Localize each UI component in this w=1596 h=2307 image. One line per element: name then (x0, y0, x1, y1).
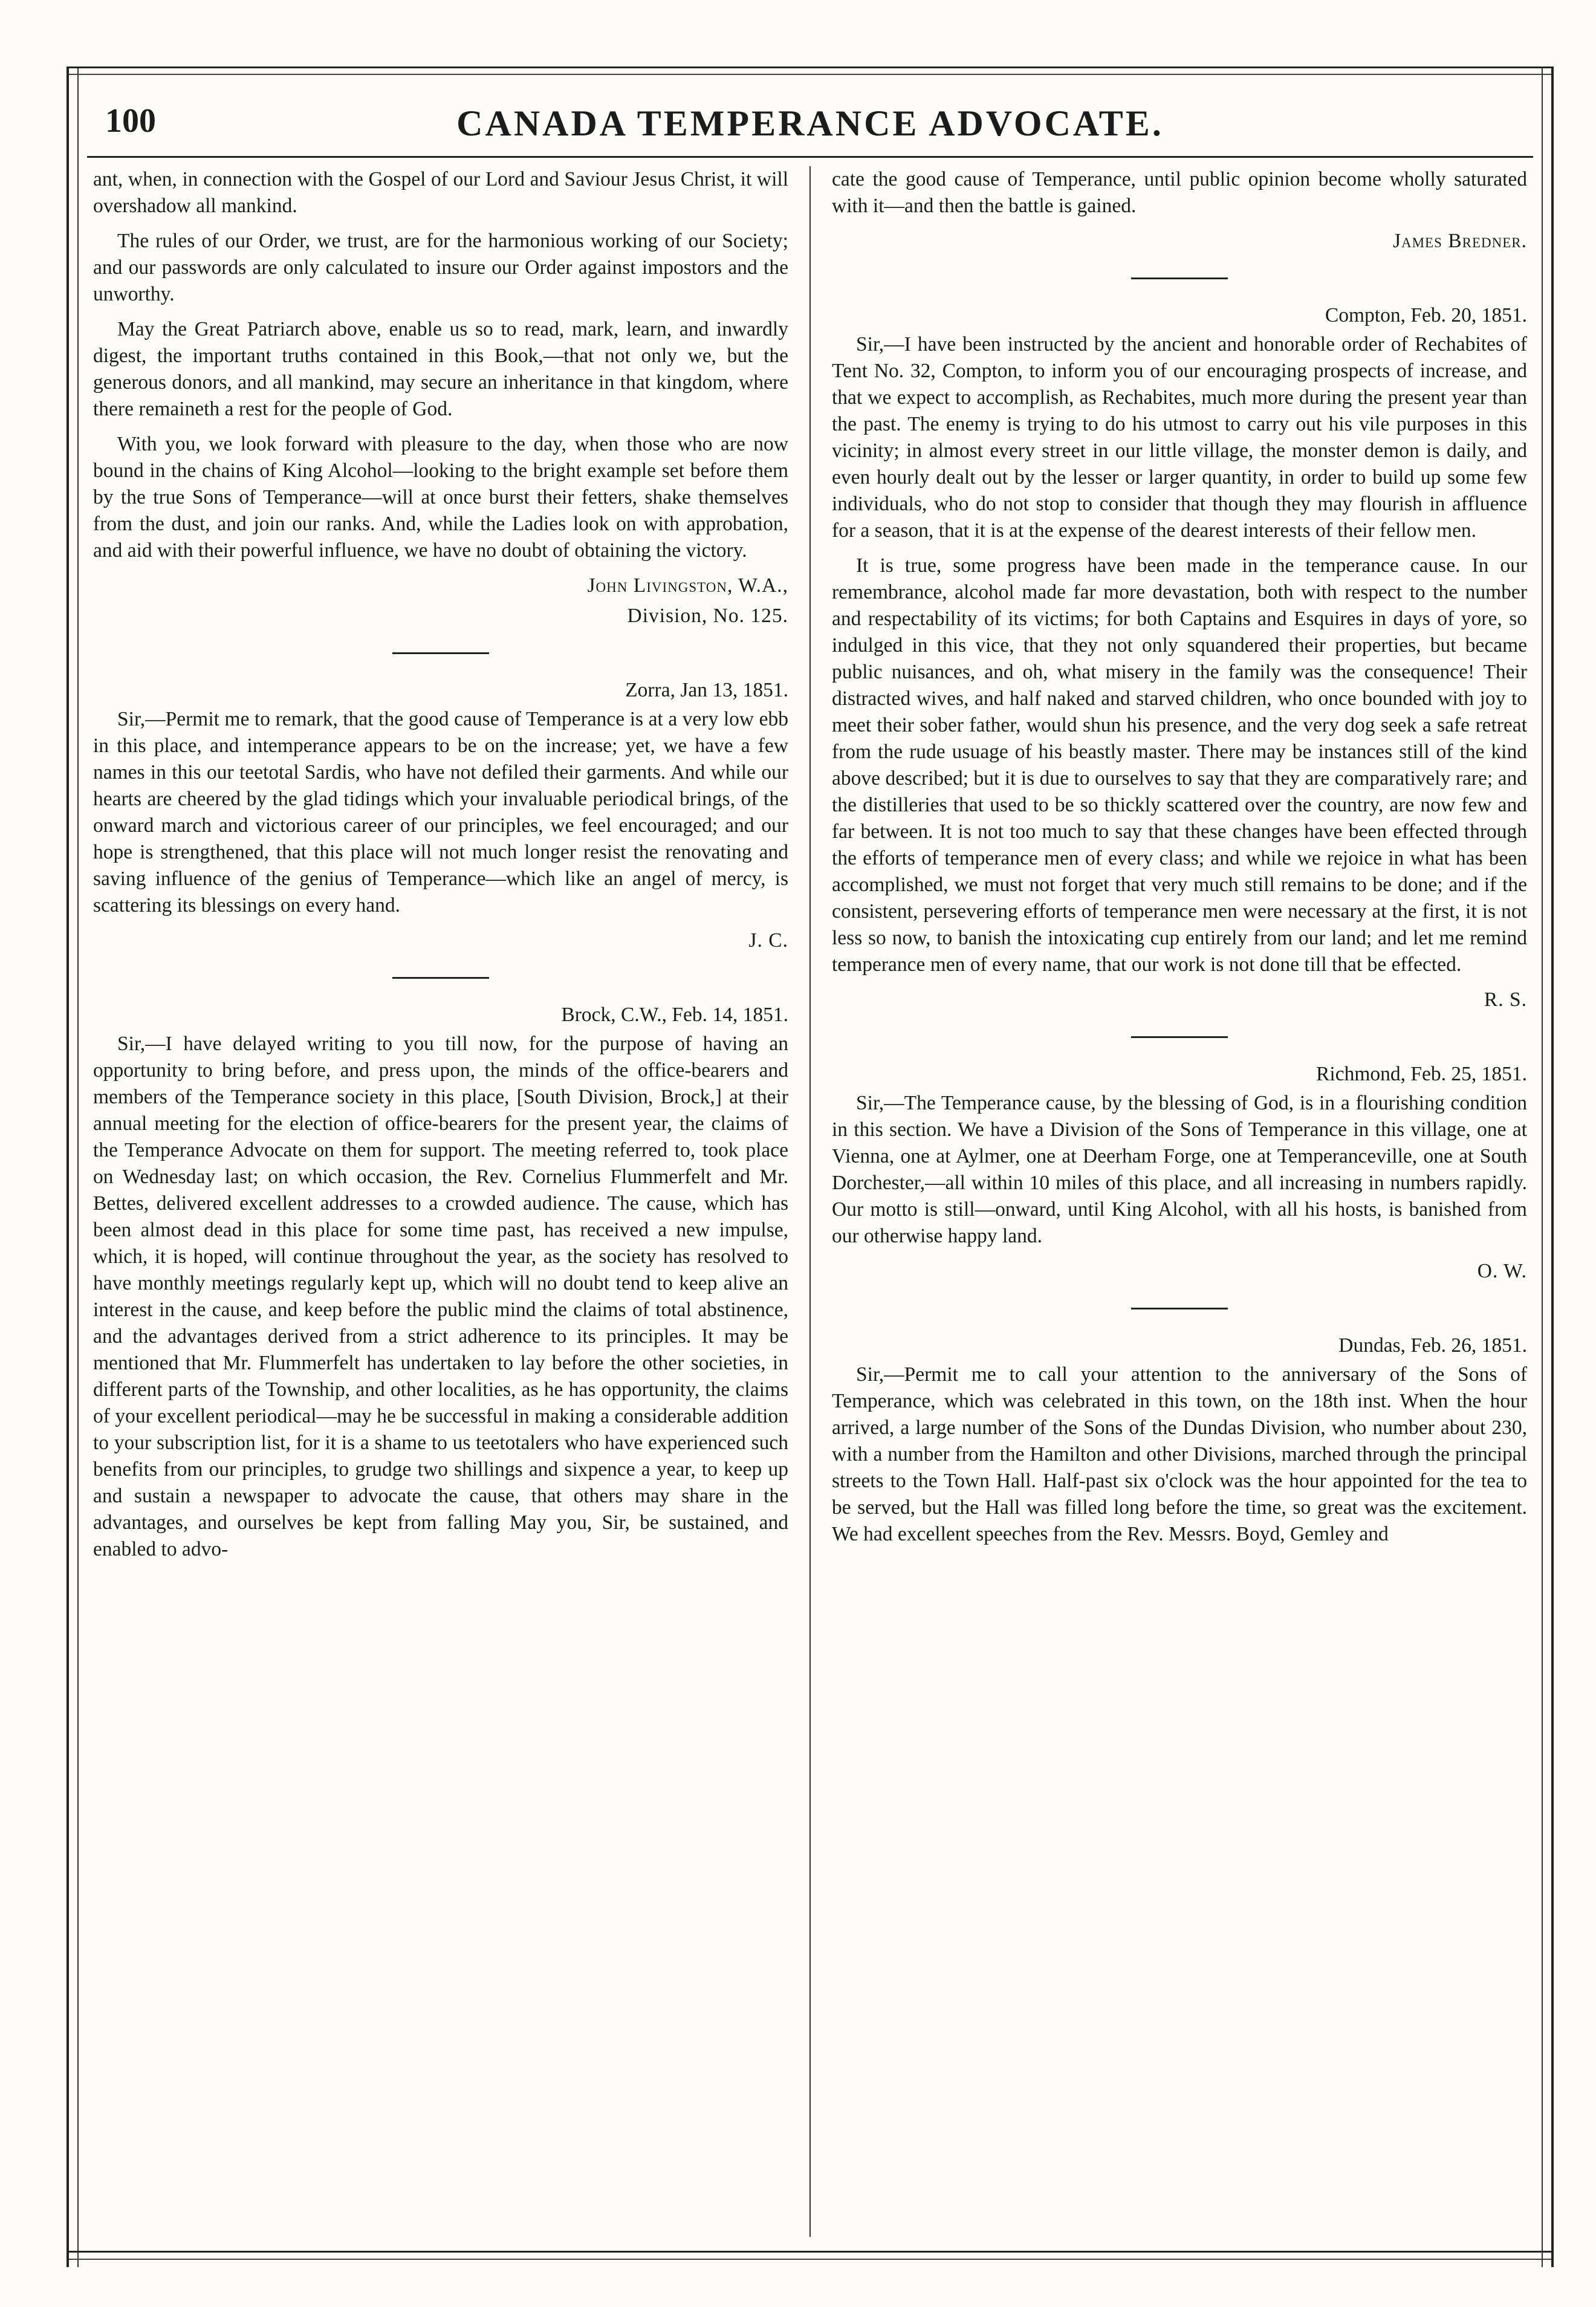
intro-signature: John Livingston, W.A., (587, 574, 788, 597)
intro-paragraph: ant, when, in connection with the Gospel of our Lord and Saviour Jesus Christ, it will overshadow all mankind. (93, 168, 788, 217)
section-separator (392, 652, 489, 654)
continuation-text: cate the good cause of Temperance, until public opinion become wholly saturated with it—and then the battle is gained. (832, 168, 1527, 217)
article-columns (93, 166, 1527, 2237)
left-column (93, 166, 800, 2237)
header-rule (87, 156, 1533, 158)
bottom-rule-inner (69, 2259, 1551, 2260)
richmond-signature: O. W. (1477, 1260, 1527, 1282)
page-number: 100 (105, 102, 156, 140)
section-separator (1131, 1036, 1228, 1038)
intro-signature-division: Division, No. 125. (627, 605, 788, 627)
brock-letter-text: Sir,—I have delayed writing to you till now, for the purpose of having an opportunity to bring before, and press upon, the minds of the office-bearers and members of the Temperance society in this place, [South Division, Brock,] at their annual meeting for the election of office-bearers for the present year, the claims of the Temperance Advocate on them for support. The meeting referred to, took place on Wednesday last; on which occasion, the Rev. Cornelius Flummerfelt and Mr. Bettes, delivered excellent addresses to a crowded audience. The cause, which has been almost dead in this place for some time past, has received a new impulse, which, it is hoped, will continue throughout the year, as the society has resolved to have monthly meetings regularly kept up, which will no doubt tend to keep alive an interest in the cause, and keep before the public mind the claims of total abstinence, and the advantages derived from a strict adherence to its principles. It may be mentioned that Mr. Flummerfelt has undertaken to lay before the other societies, in different parts of the Township, and other localities, as he has opportunity, the claims of your excellent periodical—may he be successful in making a considerable addition to your subscription list, for it is a shame to us teetotalers who have experienced such benefits from our principles, to grudge two shillings and sixpence a year, to keep up and sustain a newspaper to advocate the cause, that others may share in the advantages, and ourselves be kept from falling May you, Sir, be sustained, and enabled to advo- (93, 1033, 788, 1560)
top-rule (69, 67, 1551, 68)
newspaper-page (66, 67, 1554, 2267)
zorra-signature: J. C. (748, 929, 788, 952)
compton-dateline: Compton, Feb. 20, 1851. (1325, 304, 1527, 326)
continuation-signature: James Bredner. (1392, 230, 1527, 252)
zorra-letter-text: Sir,—Permit me to remark, that the good cause of Temperance is at a very low ebb in this place, and intemperance appears to be on the increase; yet, we have a few names in this our teetotal Sardis, who have not defiled their garments. And while our hearts are cheered by the glad tidings which your invaluable periodical brings, of the onward march and victorious career of our principles, we feel encouraged; and our hope is strengthened, that this place will not much longer resist the renovating and saving influence of the genius of Temperance—which like an angel of mercy, is scattering its blessings on every hand. (93, 708, 788, 917)
richmond-letter-text: Sir,—The Temperance cause, by the blessing of God, is in a flourishing condition in this section. We have a Division of the Sons of Temperance in this village, one at Vienna, one at Aylmer, one at Deerham Forge, one at Temperanceville, one at South Dorchester,—all within 10 miles of this place, and all increasing in numbers rapidly. Our motto is still—onward, until King Alcohol, with all his hosts, is banished from our otherwise happy land. (832, 1092, 1527, 1247)
column-divider (809, 166, 811, 2237)
brock-dateline: Brock, C.W., Feb. 14, 1851. (561, 1004, 788, 1026)
richmond-dateline: Richmond, Feb. 25, 1851. (1316, 1063, 1527, 1085)
zorra-dateline: Zorra, Jan 13, 1851. (625, 679, 788, 701)
section-separator (392, 977, 489, 979)
dundas-dateline: Dundas, Feb. 26, 1851. (1338, 1334, 1527, 1357)
right-column (820, 166, 1527, 2237)
bottom-rule (69, 2251, 1551, 2253)
intro-paragraph: May the Great Patriarch above, enable us so to read, mark, learn, and inwardly digest, the important truths contained in this Book,—that not only we, but the generous donors, and all mankind, may secure an inheritance in that kingdom, where there remaineth a rest for the people of God. (93, 318, 788, 420)
intro-paragraph: With you, we look forward with pleasure to the day, when those who are now bound in the chains of King Alcohol—looking to the bright example set before them by the true Sons of Temperance—will at once burst their fetters, shake themselves from the dust, and join our ranks. And, while the Ladies look on with approbation, and aid with their powerful influence, we have no doubt of obtaining the victory. (93, 433, 788, 562)
compton-letter-paragraph: Sir,—I have been instructed by the ancient and honorable order of Rechabites of Tent No. 32, Compton, to inform you of our encouraging prospects of increase, and that we expect to accomplish, as Rechabites, much more during the present year than the past. The enemy is trying to do his utmost to carry out his vile purposes in this vicinity; in almost every street in our little village, the monster demon is daily, and even hourly dealt out by the lesser or larger quantity, in order to build up some few individuals, who do not stop to consider that though they may flourish in affluence for a season, that it is at the expense of the dearest interests of their fellow men. (832, 333, 1527, 542)
section-separator (1131, 1308, 1228, 1309)
dundas-letter-text: Sir,—Permit me to call your attention to the anniversary of the Sons of Temperance, which was celebrated in this town, on the 18th inst. When the hour arrived, a large number of the Sons of the Dundas Division, who number about 230, with a number from the Hamilton and other Divisions, marched through the principal streets to the Town Hall. Half-past six o'clock was the hour appointed for the tea to be served, but the Hall was filled long before the time, so great was the excitement. We had excellent speeches from the Rev. Messrs. Boyd, Gemley and (832, 1363, 1527, 1545)
intro-paragraph: The rules of our Order, we trust, are for the harmonious working of our Society; and our passwords are only calculated to insure our Order against impostors and the unworthy. (93, 230, 788, 305)
compton-letter-paragraph: It is true, some progress have been made in the temperance cause. In our remembrance, alcohol made far more devastation, both with respect to the number and respectability of its victims; for both Captains and Esquires in days of yore, so indulged in this vice, that they not only squandered their properties, but became public nuisances, and oh, what misery in the family was the consequence! Their distracted wives, and half naked and starved children, who once bounded with joy to meet their sober father, would shun his presence, and the very dog seek a safe retreat from the rude usuage of his beastly master. There may be instances still of the kind above described; but it is due to ourselves to say that they are comparatively rare; and the distilleries that used to be so thickly scattered over the country, are now few and far between. It is not too much to say that these changes have been effected through the efforts of temperance men of every class; and while we rejoice in what has been accomplished, we must not forget that very much still remains to be done; and if the consistent, persevering efforts of temperance men were necessary at the first, it is not less so now, to banish the intoxicating cup entirely from our land; and let me remind temperance men of every name, that our work is not done till that be effected. (832, 554, 1527, 976)
compton-signature: R. S. (1484, 988, 1527, 1011)
masthead-title: CANADA TEMPERANCE ADVOCATE. (456, 103, 1164, 143)
top-rule-inner (69, 74, 1551, 75)
page-header (93, 97, 1527, 151)
section-separator (1131, 277, 1228, 279)
